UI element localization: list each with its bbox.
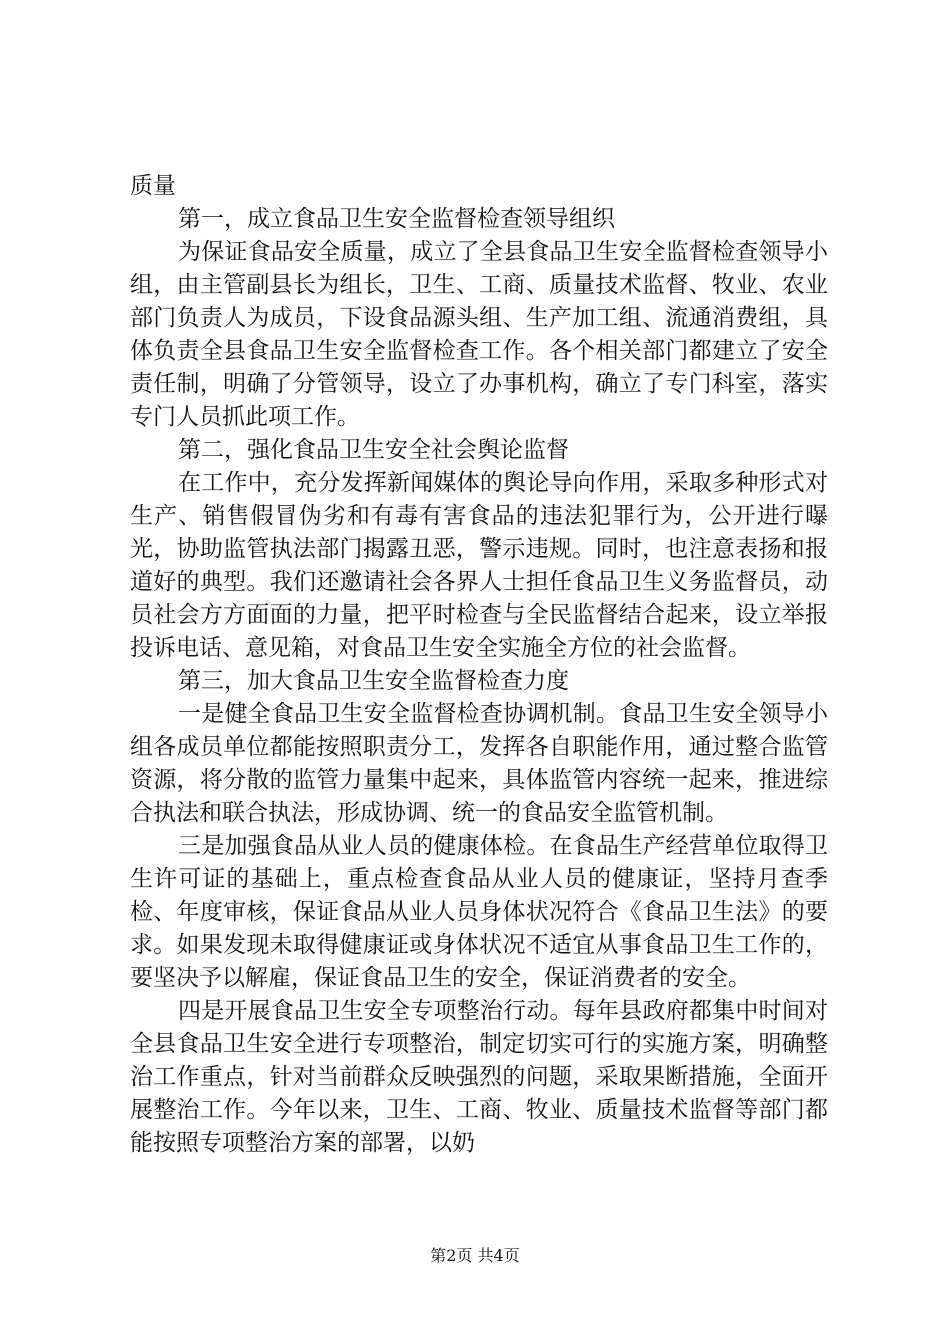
paragraph-5: 四是开展食品卫生安全专项整治行动。每年县政府都集中时间对全县食品卫生安全进行专项整治，制定切实可行的实施方案，明确整治工作重点，针对当前群众反映强烈的问题，采取果断措施，全面开展整治工作。今年以来，卫生、工商、牧业、质量技术监督等部门都能按照专项整治方案的部署，以奶 — [130, 998, 828, 1156]
document-body — [130, 170, 828, 1160]
section-heading-2: 第二，强化食品卫生安全社会舆论监督 — [178, 437, 569, 463]
paragraph-1: 为保证食品安全质量，成立了全县食品卫生安全监督检查领导小组，由主管副县长为组长，卫生、工商、质量技术监督、牧业、农业部门负责人为成员，下设食品源头组、生产加工组、流通消费组，具体负责全县食品卫生安全监督检查工作。各个相关部门都建立了安全责任制，明确了分管领导，设立了办事机构，确立了专门科室，落实专门人员抓此项工作。 — [130, 239, 828, 430]
section-heading-3: 第三，加大食品卫生安全监督检查力度 — [178, 668, 569, 694]
paragraph-continuation: 质量 — [130, 173, 176, 199]
page-number-footer: 第2页 共4页 — [430, 1246, 520, 1265]
paragraph-2: 在工作中，充分发挥新闻媒体的舆论导向作用，采取多种形式对生产、销售假冒伪劣和有毒有害食品的违法犯罪行为，公开进行曝光，协助监管执法部门揭露丑恶，警示违规。同时，也注意表扬和报道好的典型。我们还邀请社会各界人士担任食品卫生义务监督员，动员社会方方面面的力量，把平时检查与全民监督结合起来，设立举报投诉电话、意见箱，对食品卫生安全实施全方位的社会监督。 — [130, 470, 828, 661]
paragraph-3: 一是健全食品卫生安全监督检查协调机制。食品卫生安全领导小组各成员单位都能按照职责分工，发挥各自职能作用，通过整合监管资源，将分散的监管力量集中起来，具体监管内容统一起来，推进综合执法和联合执法，形成协调、统一的食品安全监管机制。 — [130, 701, 828, 826]
section-heading-1: 第一，成立食品卫生安全监督检查领导组织 — [178, 206, 615, 232]
paragraph-4: 三是加强食品从业人员的健康体检。在食品生产经营单位取得卫生许可证的基础上，重点检查食品从业人员的健康证，坚持月查季检、年度审核，保证食品从业人员身体状况符合《食品卫生法》的要求。如果发现未取得健康证或身体状况不适宜从事食品卫生工作的，要坚决予以解雇，保证食品卫生的安全，保证消费者的安全。 — [130, 833, 828, 991]
